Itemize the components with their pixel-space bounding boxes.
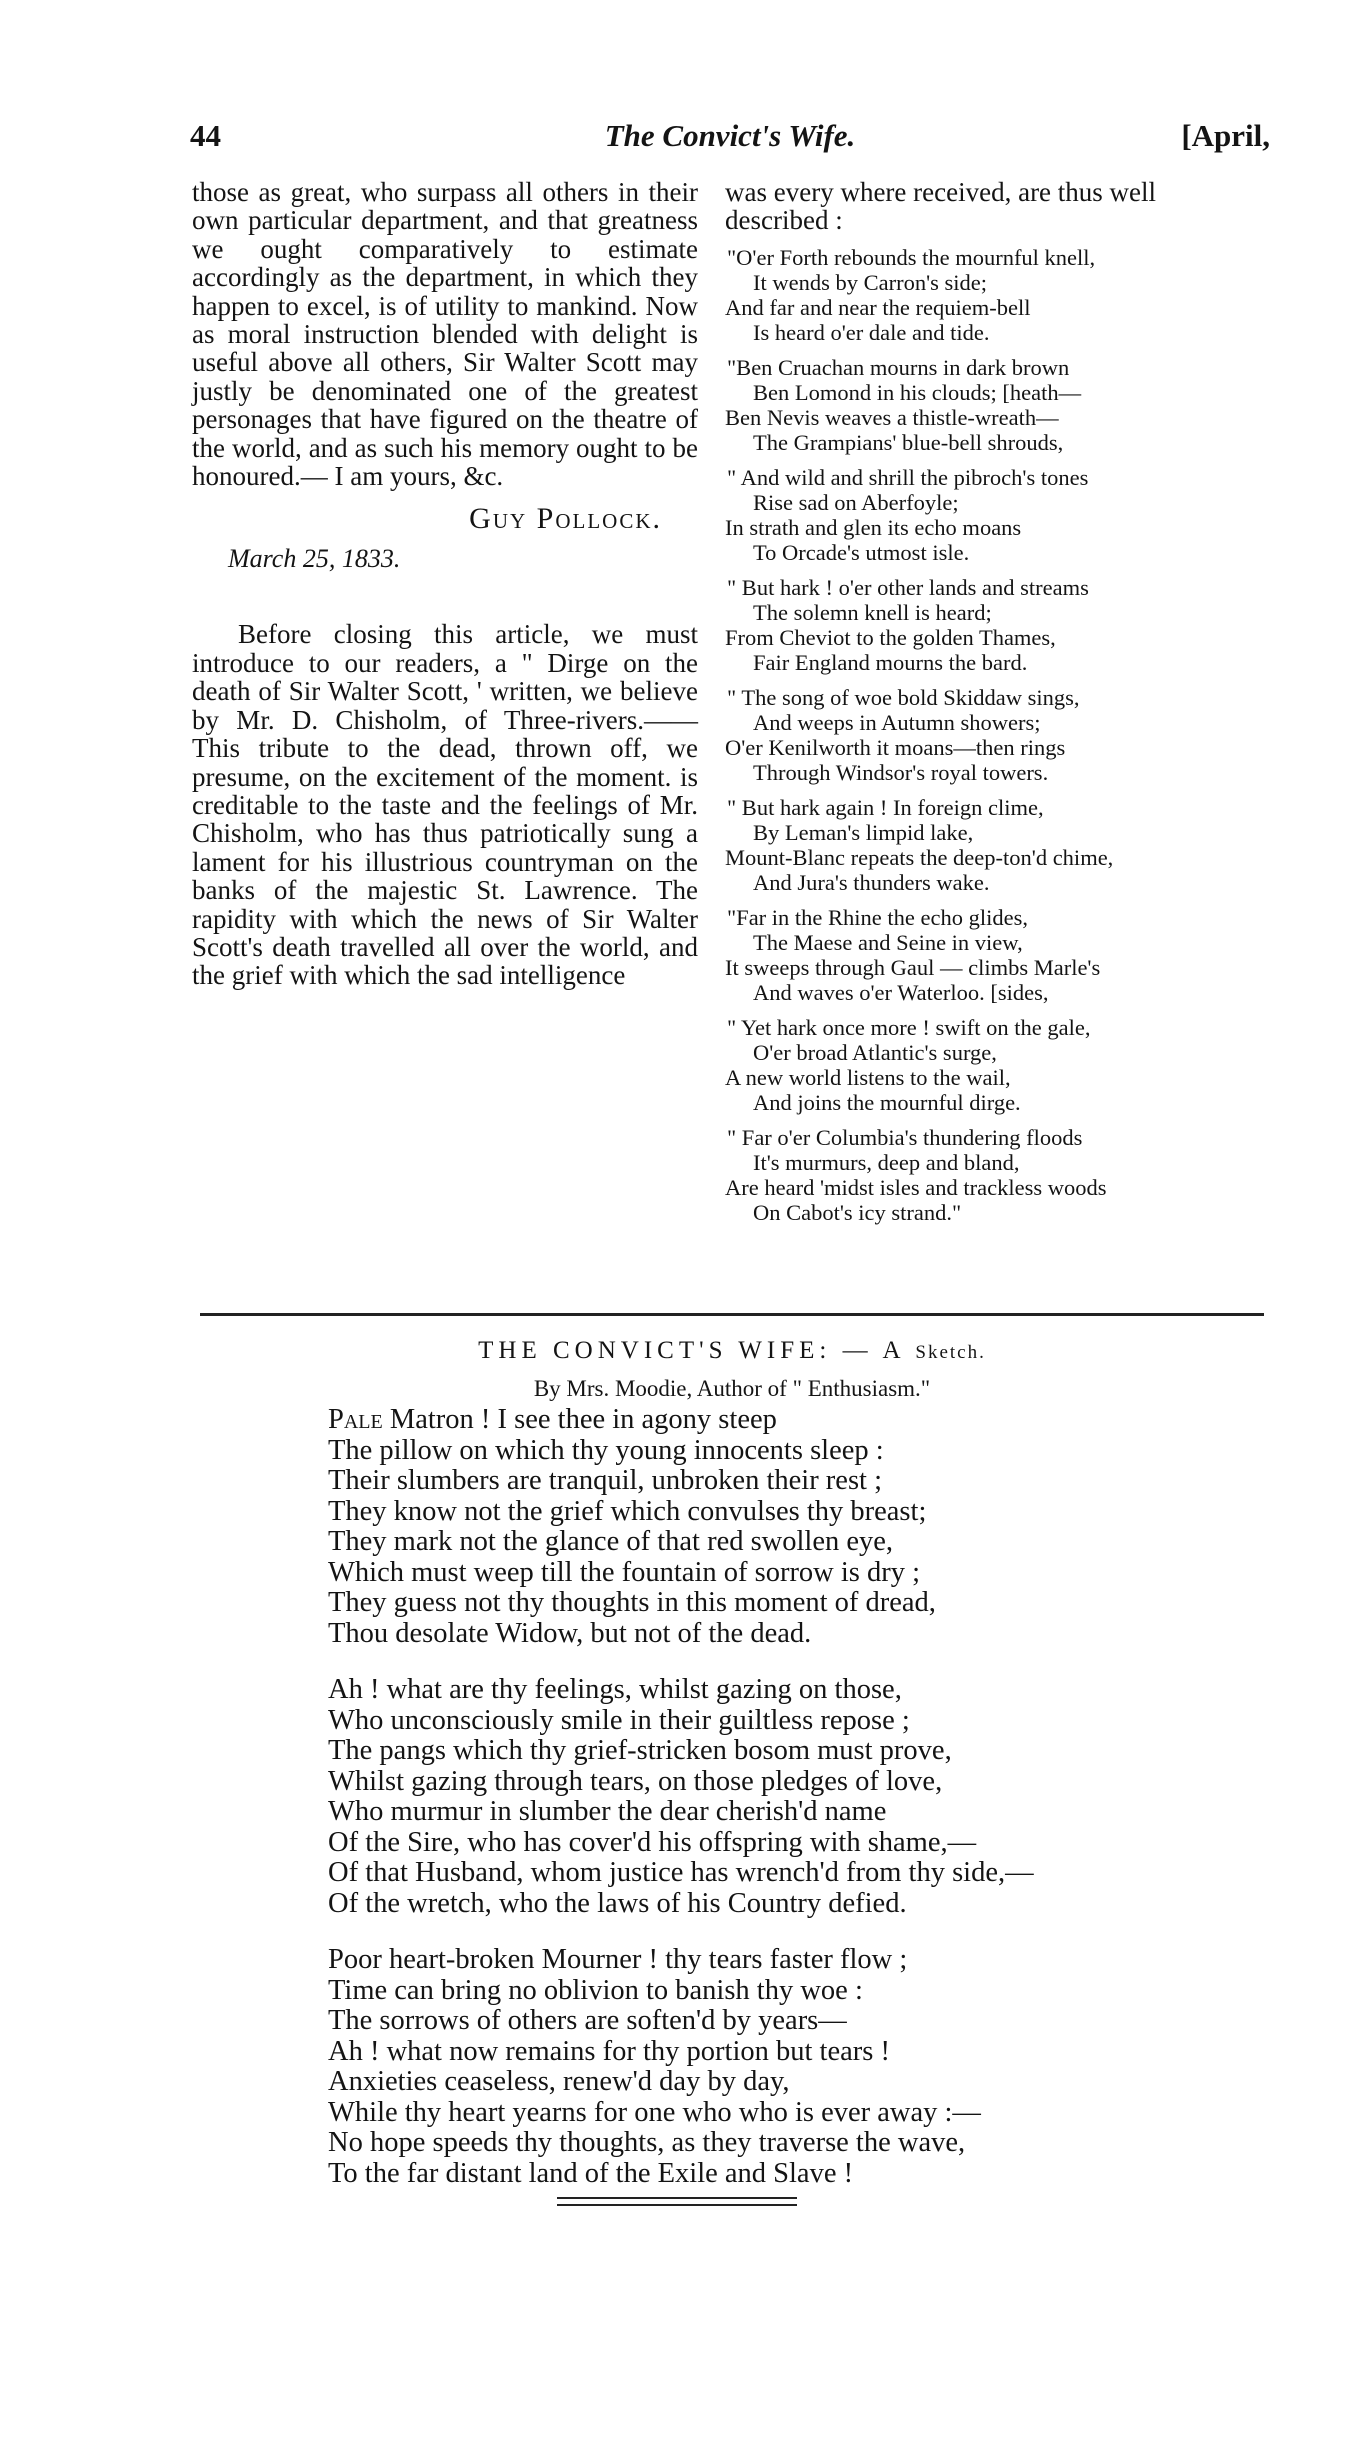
dirge-stanza	[725, 465, 1253, 565]
first-word-cap: P	[328, 1404, 344, 1435]
poem-line: They mark not the glance of that red swollen eye,	[328, 1526, 894, 1557]
dirge-stanza	[725, 1015, 1253, 1115]
poem-stanza-2	[328, 1675, 1248, 1919]
end-rule-2	[557, 2204, 797, 2206]
dirge-line: "Ben Cruachan mourns in dark brown	[727, 354, 1070, 380]
dirge-intro: was every where received, are thus well described :	[725, 177, 1157, 236]
poem-line: The sorrows of others are soften'd by years—	[328, 2005, 847, 2036]
dirge-line: " But hark again ! In foreign clime,	[727, 794, 1044, 820]
poem-line: Poor heart-broken Mourner ! thy tears faster flow ;	[328, 1944, 908, 1975]
dirge-line: From Cheviot to the golden Thames,	[725, 624, 1056, 650]
poem-title-main: THE CONVICT'S WIFE: — A	[478, 1337, 916, 1364]
letter-closing-paragraph: those as great, who surpass all others in their own particular department, and that greatness we ought comparatively to estimate accordingly as the department, in which they happen to excel, is of utility to mankind. Now as moral instruction blended with delight is useful above all others, Sir Walter Scott may justly be denominated one of the greatest personages that have figured on the theatre of the world, and as such his memory ought to be honoured.— I am yours, &c.	[192, 177, 698, 492]
dirge-line: It wends by Carron's side;	[753, 269, 988, 295]
page-number: 44	[190, 118, 221, 153]
poem-stanza-1	[328, 1405, 1248, 1649]
running-month: [April,	[1181, 118, 1270, 153]
poem-line: While thy heart yearns for one who who is ever away :—	[328, 2096, 981, 2128]
poem-author: By Mrs. Moodie, Author of " Enthusiasm."	[533, 1376, 931, 1401]
dirge-line: Fair England mourns the bard.	[753, 649, 1028, 675]
dirge-stanza	[725, 795, 1253, 895]
dirge-line: On Cabot's icy strand."	[753, 1199, 962, 1225]
dirge-line: By Leman's limpid lake,	[753, 819, 974, 845]
dirge-line: "O'er Forth rebounds the mournful knell,	[727, 244, 1096, 270]
poem-title-sketch: Sketch.	[915, 1342, 986, 1363]
dirge-line: And Jura's thunders wake.	[753, 869, 990, 895]
poem-line: Of the Sire, who has cover'd his offspring with shame,—	[328, 1826, 977, 1858]
dirge-line: " The song of woe bold Skiddaw sings,	[727, 684, 1080, 710]
poem-line: Whilst gazing through tears, on those pledges of love,	[328, 1765, 943, 1797]
dirge-line: To Orcade's utmost isle.	[753, 539, 970, 565]
dirge-line: It's murmurs, deep and bland,	[753, 1149, 1020, 1175]
poem-line: Their slumbers are tranquil, unbroken their rest ;	[328, 1465, 882, 1496]
first-word-rest: ale	[343, 1404, 383, 1435]
poem-line: Which must weep till the fountain of sorrow is dry ;	[328, 1556, 921, 1588]
dirge-line: Ben Nevis weaves a thistle-wreath—	[725, 404, 1059, 430]
dirge-line: Is heard o'er dale and tide.	[753, 319, 990, 345]
dirge-line: And waves o'er Waterloo. [sides,	[753, 979, 1049, 1005]
poem-stanza-3	[328, 1945, 1248, 2189]
dirge-stanza	[725, 245, 1253, 345]
letter-date: March 25, 1833.	[228, 544, 401, 574]
poem-line: Of the wretch, who the laws of his Country defied.	[328, 1887, 907, 1919]
dirge-line: O'er Kenilworth it moans—then rings	[725, 734, 1066, 760]
poem-line: They know not the grief which convulses thy breast;	[328, 1495, 927, 1527]
dirge-line: Rise sad on Aberfoyle;	[753, 489, 959, 515]
poem-line: Who unconsciously smile in their guiltless repose ;	[328, 1704, 910, 1736]
convicts-wife-poem	[328, 1405, 1248, 2215]
dirge-line: In strath and glen its echo moans	[725, 514, 1022, 540]
dirge-line: Are heard 'midst isles and trackless woods	[725, 1174, 1107, 1200]
poem-line: Ah ! what now remains for thy portion but tears !	[328, 2035, 890, 2067]
poem-line-first	[328, 1405, 1248, 1436]
poem-title	[200, 1337, 1264, 1365]
letter-signature: Guy Pollock.	[469, 502, 662, 536]
poem-line: Anxieties ceaseless, renew'd day by day,	[328, 2066, 790, 2097]
dirge-stanza	[725, 685, 1253, 785]
first-line-rest: Matron ! I see thee in agony steep	[382, 1404, 777, 1435]
running-header	[190, 118, 1270, 162]
dirge-stanza	[725, 1125, 1253, 1225]
poem-line: Ah ! what are thy feelings, whilst gazing on those,	[328, 1674, 902, 1705]
poem-line: Of that Husband, whom justice has wrench'd from thy side,—	[328, 1857, 1034, 1888]
dirge-line: Through Windsor's royal towers.	[753, 759, 1049, 785]
poem-line: Thou desolate Widow, but not of the dead.	[328, 1617, 812, 1649]
right-column	[725, 178, 1253, 1225]
dirge-line: And joins the mournful dirge.	[753, 1089, 1021, 1115]
left-column	[192, 178, 698, 990]
editorial-paragraph: Before closing this article, we must introduce to our readers, a " Dirge on the death of Sir Walter Scott, ' written, we believe by Mr. D. Chisholm, of Three-rivers.—— This tribute to the dead, thrown off, we presume, on the excitement of the moment. is creditable to the taste and the feelings of Mr. Chisholm, who has thus patriotically sung a lament for his illustrious countryman on the banks of the majestic St. Lawrence. The rapidity with which the news of Sir Walter Scott's death travelled all over the world, and the grief with which the sad intelligence	[192, 619, 698, 991]
dirge-line: The Grampians' blue-bell shrouds,	[753, 429, 1064, 455]
poem-line: The pangs which thy grief-stricken bosom must prove,	[328, 1735, 952, 1766]
dirge-stanza	[725, 575, 1253, 675]
poem-line: To the far distant land of the Exile and Slave !	[328, 2157, 854, 2189]
poem-line: Who murmur in slumber the dear cherish'd name	[328, 1796, 887, 1827]
running-title: The Convict's Wife.	[604, 118, 856, 153]
dirge-line: " And wild and shrill the pibroch's tones	[727, 464, 1089, 490]
poem-line: The pillow on which thy young innocents sleep :	[328, 1434, 884, 1466]
dirge-line: " Yet hark once more ! swift on the gale,	[727, 1014, 1091, 1040]
dirge-stanza	[725, 905, 1253, 1005]
dirge-poem	[725, 245, 1253, 1225]
dirge-line: Ben Lomond in his clouds; [heath—	[753, 379, 1082, 405]
dirge-line: " But hark ! o'er other lands and streams	[727, 574, 1089, 600]
end-rule-1	[557, 2197, 797, 2199]
dirge-line: O'er broad Atlantic's surge,	[753, 1039, 997, 1065]
dirge-line: Mount-Blanc repeats the deep-ton'd chime,	[725, 844, 1114, 870]
dirge-line: The solemn knell is heard;	[753, 599, 992, 625]
dirge-line: It sweeps through Gaul — climbs Marle's	[725, 954, 1101, 980]
dirge-line: A new world listens to the wail,	[725, 1064, 1011, 1090]
dirge-stanza	[725, 355, 1253, 455]
poem-line: Time can bring no oblivion to banish thy woe :	[328, 1974, 863, 2006]
dirge-line: " Far o'er Columbia's thundering floods	[727, 1124, 1083, 1150]
dirge-line: "Far in the Rhine the echo glides,	[727, 904, 1028, 930]
dirge-line: And far and near the requiem-bell	[725, 294, 1031, 320]
dirge-line: The Maese and Seine in view,	[753, 929, 1023, 955]
poem-line: No hope speeds thy thoughts, as they traverse the wave,	[328, 2127, 966, 2158]
dirge-line: And weeps in Autumn showers;	[753, 709, 1041, 735]
section-divider	[200, 1313, 1264, 1316]
poem-line: They guess not thy thoughts in this moment of dread,	[328, 1587, 936, 1618]
